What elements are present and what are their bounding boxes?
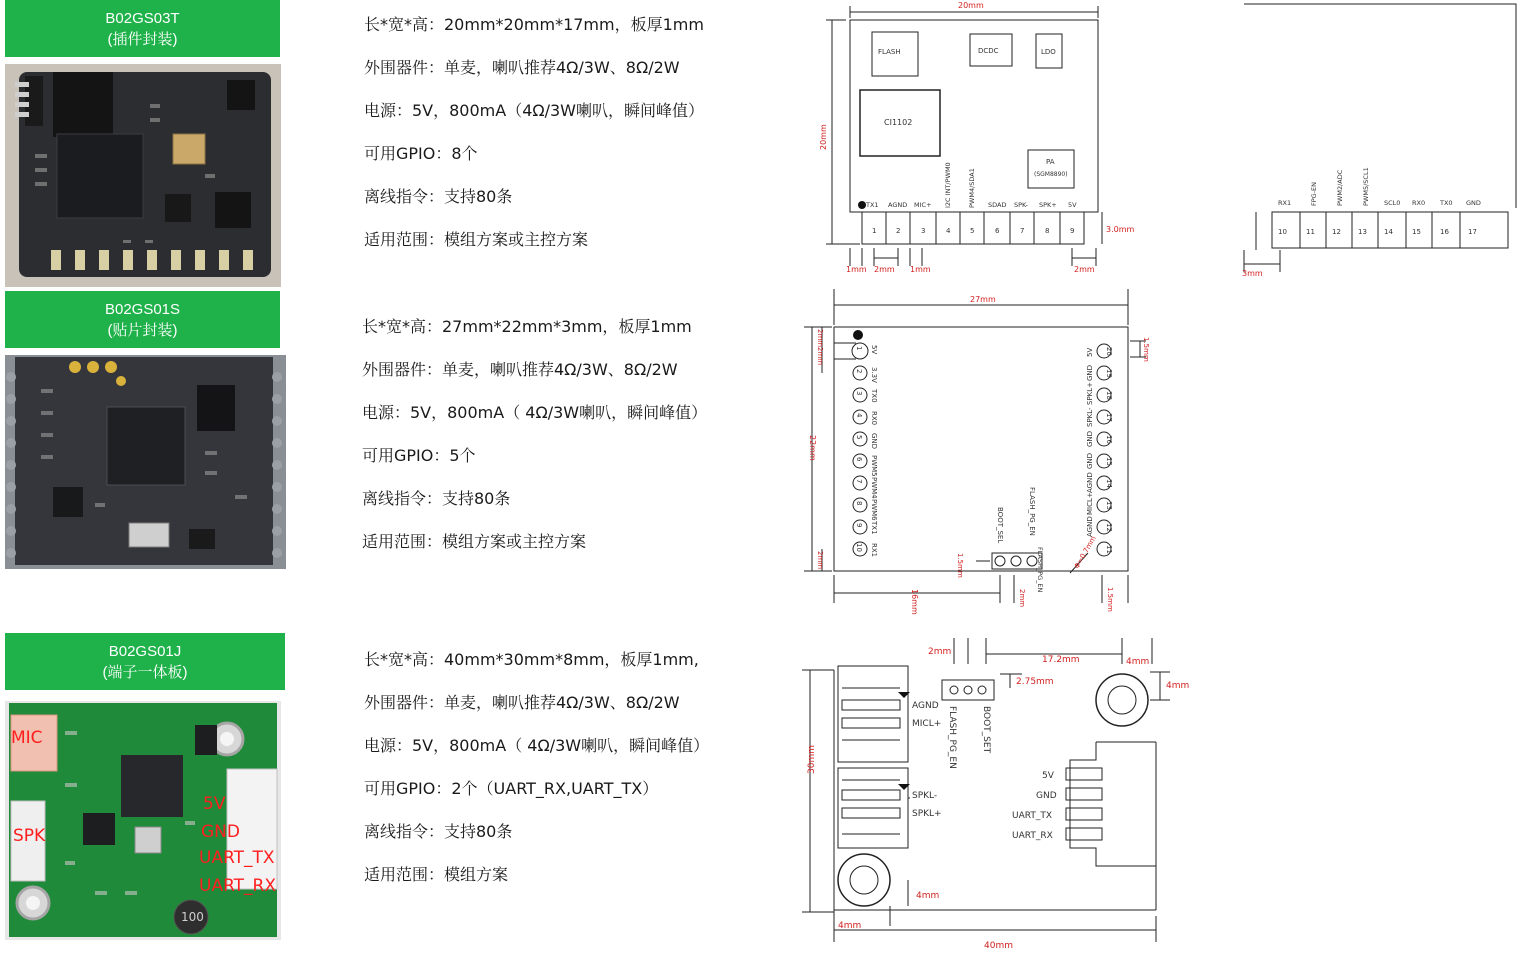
dim-bottom-4: 2mm: [1074, 265, 1095, 274]
right-pin-number-10: 10: [1278, 228, 1287, 236]
right-label-uart-tx: UART_TX: [1012, 811, 1053, 821]
flash-pg-en-label: FLASH_PG_EN: [947, 706, 957, 769]
pin-number-1: 1: [872, 227, 877, 235]
right-pin-number-11: 11: [1105, 545, 1113, 554]
pa-sub-label: (SGM8890): [1034, 171, 1068, 178]
spec-commands: 离线指令：支持80条: [362, 489, 511, 508]
flash-label: FLASH: [878, 48, 901, 56]
pin-label-9: 5V: [1068, 201, 1077, 209]
right-pin-number-15: 15: [1412, 228, 1421, 236]
dim-bottom-2: 2mm: [874, 265, 895, 274]
photo-label-5v: 5V: [203, 794, 226, 814]
flash-pg-en-label: FLASH_PG_EN: [1028, 487, 1036, 536]
specs-b02gs03t: [364, 14, 744, 251]
photo-label-uart-rx: UART_RX: [199, 876, 276, 896]
spec-power: 电源：5V，800mA（ 4Ω/3W喇叭，瞬间峰值）: [364, 736, 710, 755]
left-pin-number-3: 3: [855, 391, 863, 396]
right-pin-number-16: 16: [1440, 228, 1449, 236]
pin-label-5: PWM4/SDA1: [968, 168, 976, 208]
pa-label: PA: [1046, 158, 1055, 166]
diagram-b02gs01s: [800, 285, 1160, 615]
left-pin-label-10: RX1: [870, 543, 878, 558]
pin-number-5: 5: [970, 227, 975, 235]
dim-4mm-top: 4mm: [1126, 657, 1150, 667]
spec-power: 电源：5V，800mA（ 4Ω/3W喇叭，瞬间峰值）: [362, 403, 708, 422]
spec-scope: 适用范围：模组方案或主控方案: [364, 230, 589, 249]
right-pin-number-14: 14: [1384, 228, 1393, 236]
ldo-label: LDO: [1041, 48, 1056, 56]
spec-commands: 离线指令：支持80条: [364, 822, 513, 841]
photo-b02gs03t: [5, 64, 281, 287]
pin-label-4: I2C INT/PWM0: [944, 162, 952, 208]
capacitor-label: 100: [181, 910, 204, 924]
photo-b02gs01j: [5, 701, 281, 940]
chip-label: CI1102: [884, 118, 913, 127]
height-dim: 22mm: [808, 435, 817, 461]
right-pin-label-13: PWM5/SCL1: [1362, 167, 1370, 206]
right-pin-number-18: 18: [1105, 391, 1113, 400]
dim-17-2mm: 17.2mm: [1042, 655, 1080, 665]
pin-number-7: 7: [1020, 227, 1025, 235]
photo-label-spk: SPK: [13, 826, 46, 846]
module-badge-b02gs01j: [5, 633, 285, 690]
module-name: B02GS01S: [104, 300, 181, 318]
height-dim: 20mm: [819, 124, 828, 150]
left-pin-number-2: 2: [855, 369, 863, 374]
diagram-b02gs03t: [800, 0, 1520, 285]
left-pin-label-4: RX0: [870, 411, 878, 426]
right-pin-label-15: GND: [1086, 452, 1094, 469]
specs-b02gs01j: [364, 649, 709, 886]
module-name: B02GS01J: [108, 642, 182, 660]
right-pin-label-13: MICL+: [1086, 492, 1094, 515]
dim-phi: Φ=0.7mm: [1072, 534, 1098, 570]
right-pin-label-11: FLASH_PG_EN: [1036, 547, 1044, 593]
right-pin-number-17: 17: [1468, 228, 1477, 236]
right-pin-label-16: GND: [1086, 430, 1094, 447]
pin-number-9: 9: [1070, 227, 1075, 235]
photo-label-mic: MIC: [11, 728, 43, 748]
pin-number-8: 8: [1045, 227, 1050, 235]
width-dim: 20mm: [958, 1, 984, 10]
spec-size: 长*宽*高：20mm*20mm*17mm，板厚1mm: [364, 15, 704, 34]
right-dim: 3mm: [1242, 269, 1263, 278]
module-package: (插件封装): [107, 30, 178, 48]
left-pin-label-6: PWM5: [870, 455, 878, 477]
right-pin-label-20: 5V: [1086, 347, 1094, 357]
height-dim: 30mm: [807, 745, 817, 774]
dim-4mm-hole: 4mm: [916, 891, 940, 901]
pin-label-3: MIC+: [914, 201, 932, 209]
left-pin-number-1: 1: [855, 346, 863, 351]
right-pin-number-20: 20: [1105, 347, 1113, 356]
pin-height-dim: 3.0mm: [1106, 225, 1135, 234]
left-label-spkl-plus: SPKL+: [912, 809, 942, 819]
left-pin-number-7: 7: [855, 479, 863, 484]
specs-b02gs01s: [362, 316, 707, 553]
module-package: (端子一体板): [102, 663, 188, 681]
spec-scope: 适用范围：模组方案或主控方案: [362, 532, 587, 551]
pin-label-7: SPK-: [1014, 201, 1028, 209]
right-label-uart-rx: UART_RX: [1012, 831, 1053, 841]
right-pin-label-14: AGND: [1086, 472, 1094, 493]
dim-right-top: 1.5mm: [1142, 337, 1150, 362]
right-pin-number-15: 15: [1105, 457, 1113, 466]
right-pin-label-18: SPKL+: [1086, 381, 1094, 405]
left-pin-number-8: 8: [855, 501, 863, 506]
right-pin-label-12: AGND: [1086, 516, 1094, 537]
pin-number-3: 3: [921, 227, 926, 235]
left-pin-label-5: GND: [870, 433, 878, 450]
right-pin-label-11: FPG-EN: [1310, 181, 1318, 206]
module-badge-b02gs03t: [5, 0, 280, 57]
module-package: (贴片封装): [107, 321, 178, 339]
boot-sel-label: BOOT_SEL: [996, 507, 1004, 544]
spec-size: 长*宽*高：40mm*30mm*8mm，板厚1mm,: [364, 650, 699, 669]
right-label-gnd: GND: [1036, 791, 1057, 801]
pin-number-4: 4: [946, 227, 951, 235]
dim-4mm-right: 4mm: [1166, 681, 1190, 691]
dim-bottom-1: 1mm: [846, 265, 867, 274]
left-pin-number-9: 9: [855, 523, 863, 528]
spec-power: 电源：5V，800mA（4Ω/3W喇叭，瞬间峰值）: [364, 101, 704, 120]
pin-label-2: AGND: [888, 201, 908, 209]
right-pin-number-19: 19: [1105, 369, 1113, 378]
spec-gpio: 可用GPIO：8个: [364, 144, 478, 163]
dim-boot-offset: 1.5mm: [956, 553, 964, 578]
left-label-spkl-minus: SPKL-: [912, 791, 938, 801]
spec-peripheral: 外围器件：单麦，喇叭推荐4Ω/3W、8Ω/2W: [364, 58, 680, 77]
right-pin-label-17: SPKL-: [1086, 407, 1094, 427]
photo-label-gnd: GND: [201, 822, 240, 842]
dim-bottom-left: 2mm: [816, 551, 824, 570]
left-pin-number-10: 10: [855, 543, 863, 552]
pin-number-2: 2: [896, 227, 901, 235]
boot-set-label: BOOT_SET: [981, 706, 991, 754]
left-pin-label-1: 5V: [870, 345, 878, 355]
left-pin-label-3: TX0: [870, 389, 878, 403]
dim-bottom-right: 1.5mm: [1106, 587, 1114, 612]
photo-b02gs01s: [5, 355, 286, 569]
dim-2-75mm: 2.75mm: [1016, 677, 1054, 687]
right-pin-label-19: GND: [1086, 364, 1094, 381]
dim-top-left-2: 2mm: [816, 347, 824, 366]
right-pin-number-14: 14: [1105, 479, 1113, 488]
left-pin-label-8: PWM6: [870, 499, 878, 521]
right-pin-number-17: 17: [1105, 413, 1113, 422]
right-pin-label-16: TX0: [1440, 199, 1453, 207]
right-pin-label-15: RX0: [1412, 199, 1426, 207]
module-name: B02GS03T: [105, 9, 180, 27]
left-pin-number-5: 5: [855, 435, 863, 440]
dim-bottom-16: 16mm: [910, 589, 919, 615]
spec-size: 长*宽*高：27mm*22mm*3mm，板厚1mm: [362, 317, 692, 336]
spec-peripheral: 外围器件：单麦，喇叭推荐4Ω/3W、8Ω/2W: [364, 693, 680, 712]
right-pin-number-13: 13: [1105, 501, 1113, 510]
spec-gpio: 可用GPIO：2个（UART_RX,UART_TX）: [364, 779, 659, 798]
width-dim: 40mm: [984, 941, 1013, 951]
spec-scope: 适用范围：模组方案: [364, 865, 509, 884]
dim-top-left-1: 2mm: [816, 329, 824, 348]
right-pin-label-12: PWM2/ADC: [1336, 169, 1344, 206]
left-label-micl: MICL+: [912, 719, 942, 729]
pin-number-6: 6: [995, 227, 1000, 235]
dim-bottom-3: 1mm: [910, 265, 931, 274]
left-pin-number-4: 4: [855, 413, 863, 418]
dim-2mm: 2mm: [928, 647, 952, 657]
spec-peripheral: 外围器件：单麦，喇叭推荐4Ω/3W、8Ω/2W: [362, 360, 678, 379]
left-pin-label-7: PWM4: [870, 477, 878, 499]
right-pin-number-11: 11: [1306, 228, 1315, 236]
spec-gpio: 可用GPIO：5个: [362, 446, 476, 465]
right-pin-label-14: SCL0: [1384, 199, 1401, 207]
pin-label-1: TX1: [866, 201, 879, 209]
right-pin-number-16: 16: [1105, 435, 1113, 444]
dim-bottom-2: 2mm: [1018, 589, 1026, 608]
pin-label-8: SPK+: [1039, 201, 1057, 209]
right-pin-number-12: 12: [1105, 523, 1113, 532]
left-label-agnd: AGND: [912, 701, 939, 711]
left-pin-label-9: TX1: [870, 521, 878, 535]
left-pin-label-2: 3.3V: [870, 367, 878, 383]
right-label-5v: 5V: [1042, 771, 1054, 781]
right-pin-number-12: 12: [1332, 228, 1341, 236]
pin-label-6: SDAD: [988, 201, 1007, 209]
right-pin-number-13: 13: [1358, 228, 1367, 236]
photo-label-uart-tx: UART_TX: [199, 848, 275, 868]
diagram-b02gs01j: [800, 630, 1190, 955]
module-badge-b02gs01s: [5, 291, 280, 348]
right-pin-label-10: RX1: [1278, 199, 1292, 207]
spec-commands: 离线指令：支持80条: [364, 187, 513, 206]
left-pin-number-6: 6: [855, 457, 863, 462]
width-dim: 27mm: [970, 295, 996, 304]
right-pin-label-17: GND: [1466, 199, 1481, 207]
dcdc-label: DCDC: [978, 47, 999, 55]
dim-4mm-bottom: 4mm: [838, 921, 862, 931]
